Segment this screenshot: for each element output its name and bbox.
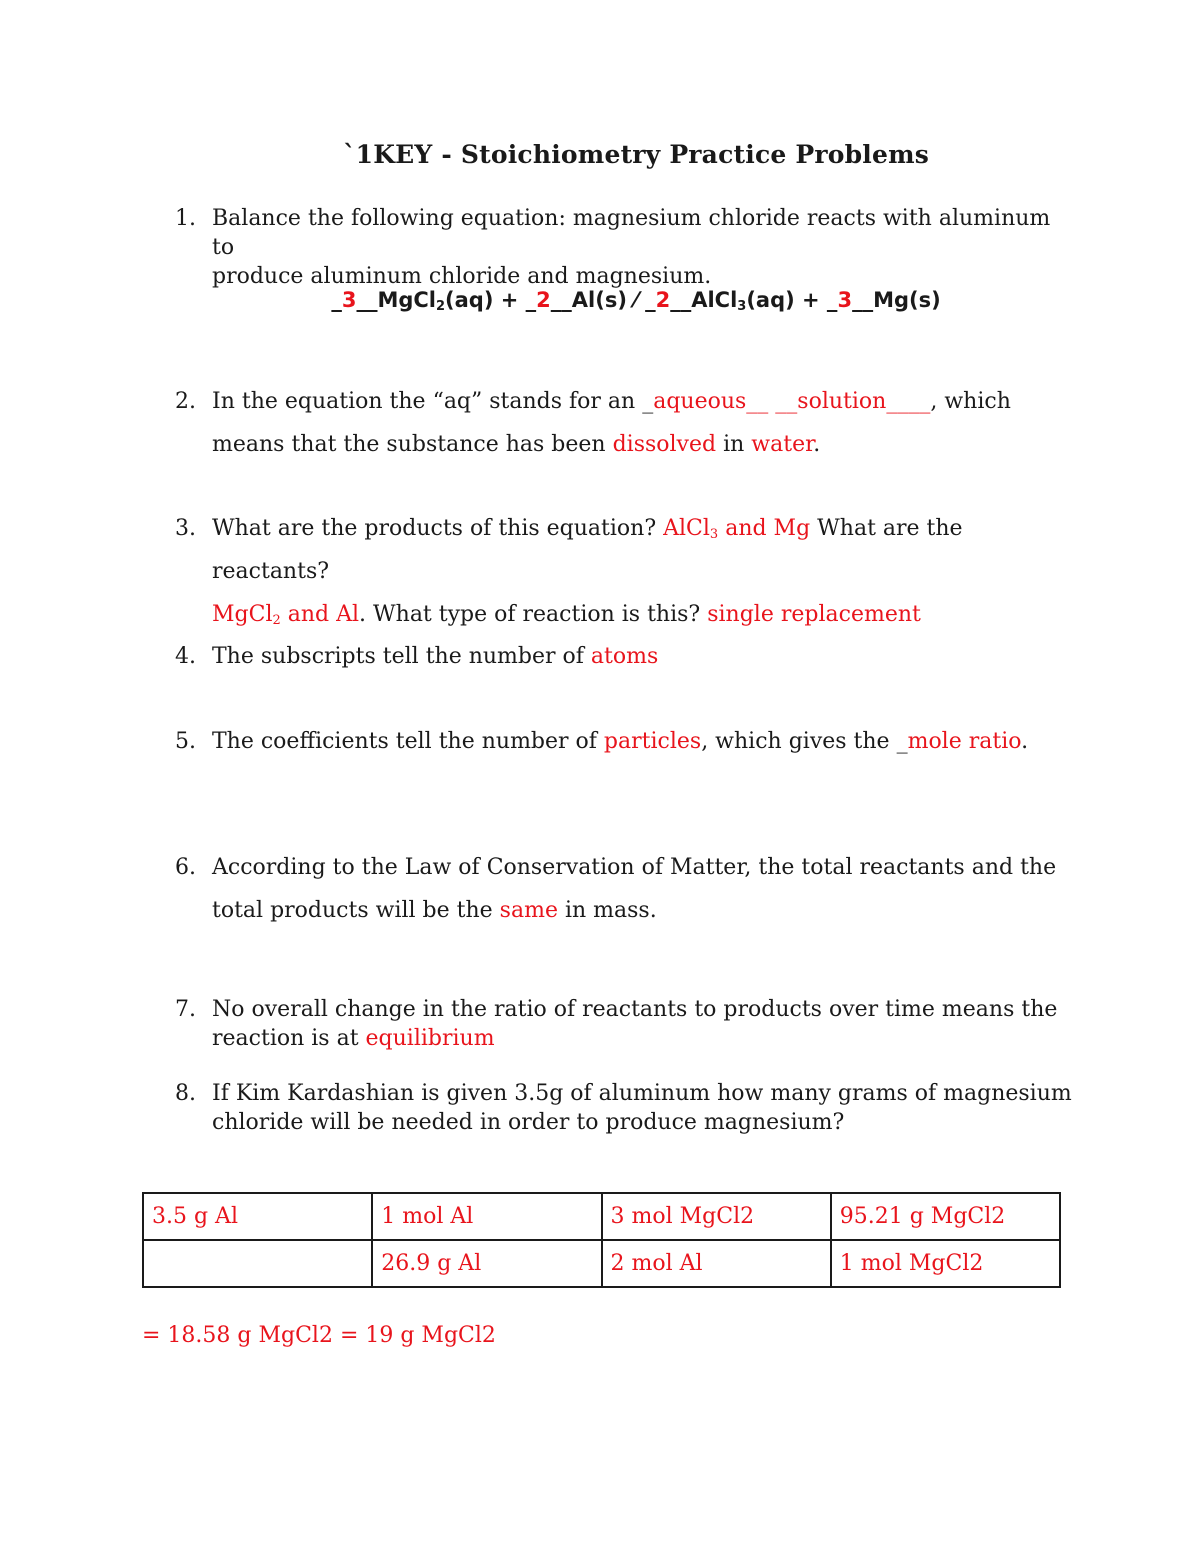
subscript: 3 xyxy=(709,527,719,542)
question-number: 7. xyxy=(175,997,196,1022)
question-number: 5. xyxy=(175,729,196,754)
reactant: Al(s) xyxy=(571,288,627,312)
subscript: 2 xyxy=(272,613,281,628)
answer-text: dissolved xyxy=(612,432,717,457)
question-text: According to the Law of Conservation of Matter, the total reactants and the xyxy=(212,855,1057,880)
question-text: . xyxy=(1021,729,1029,754)
table-cell: 1 mol MgCl2 xyxy=(831,1240,1060,1287)
table-cell: 3 mol MgCl2 xyxy=(602,1193,831,1240)
question-text: The subscripts tell the number of xyxy=(212,644,591,669)
answer-text: and Al xyxy=(280,602,360,627)
table-cell: 2 mol Al xyxy=(602,1240,831,1287)
balanced-equation: _3__MgCl$_2$(aq) + _2__Al(s) ⁄ _2__AlCl$_3$(aq) + _3__Mg(s) xyxy=(331,288,941,314)
coefficient: 3 xyxy=(837,288,853,312)
question-number: 4. xyxy=(175,644,196,669)
question-number: 8. xyxy=(175,1081,196,1106)
state: (aq) + xyxy=(445,288,519,312)
question-text: In the equation the “aq” stands for an _ xyxy=(212,389,654,414)
answer-text: MgCl xyxy=(212,602,273,627)
answer-text: mole ratio xyxy=(907,729,1022,754)
table-row xyxy=(143,1240,1060,1287)
state: (aq) + xyxy=(746,288,820,312)
final-answer: = 18.58 g MgCl2 = 19 g MgCl2 xyxy=(142,1323,496,1348)
answer-text: water xyxy=(751,432,814,457)
answer-text: atoms xyxy=(590,644,659,669)
answer-text: aqueous__ __solution____ xyxy=(653,389,931,414)
question-text: What are the products of this equation? xyxy=(212,516,664,541)
coefficient: 3 xyxy=(341,288,357,312)
arrow-glyph: ⁄ xyxy=(634,288,638,312)
question-text: What are the reactants? xyxy=(212,516,963,584)
question-text: . xyxy=(813,432,821,457)
subscript: 3 xyxy=(737,299,747,314)
subscript: 2 xyxy=(435,299,446,314)
question-text: in xyxy=(716,432,752,457)
answer-text: particles xyxy=(603,729,702,754)
question-text: means that the substance has been xyxy=(212,432,613,457)
question-text: in mass. xyxy=(557,898,657,923)
reactant: MgCl xyxy=(377,288,436,312)
question-text: . What type of reaction is this? xyxy=(359,602,708,627)
answer-text: single replacement xyxy=(707,602,921,627)
product: Mg(s) xyxy=(873,288,941,312)
question-text: reaction is at xyxy=(212,1026,366,1051)
page-title: `1KEY - Stoichiometry Practice Problems xyxy=(342,140,930,169)
table-row xyxy=(143,1193,1060,1240)
question-number: 3. xyxy=(175,516,196,541)
table-cell: 95.21 g MgCl2 xyxy=(831,1193,1060,1240)
coefficient: 2 xyxy=(536,288,551,312)
question-number: 6. xyxy=(175,855,196,880)
table-cell xyxy=(143,1240,372,1287)
answer-text: AlCl xyxy=(663,516,710,541)
table-cell: 1 mol Al xyxy=(372,1193,601,1240)
question-text: , which gives the _ xyxy=(701,729,908,754)
question-text: chloride will be needed in order to produce magnesium? xyxy=(212,1110,845,1135)
question-text: No overall change in the ratio of reactants to products over time means the xyxy=(212,997,1058,1022)
question-number: 2. xyxy=(175,389,196,414)
answer-text: same xyxy=(499,898,558,923)
table-cell: 3.5 g Al xyxy=(143,1193,372,1240)
answer-text: and Mg xyxy=(718,516,811,541)
question-text: total products will be the xyxy=(212,898,500,923)
question-text: Balance the following equation: magnesium chloride reacts with aluminum to xyxy=(212,206,1051,260)
product: AlCl xyxy=(691,288,738,312)
question-text: , which xyxy=(930,389,1011,414)
question-number: 1. xyxy=(175,206,196,231)
answer-text: equilibrium xyxy=(365,1026,495,1051)
coefficient: 2 xyxy=(655,288,671,312)
stoichiometry-table xyxy=(142,1192,1061,1288)
question-text: If Kim Kardashian is given 3.5g of aluminum how many grams of magnesium xyxy=(212,1081,1072,1106)
question-text: produce aluminum chloride and magnesium. xyxy=(212,264,712,289)
table-cell: 26.9 g Al xyxy=(372,1240,601,1287)
question-text: The coefficients tell the number of xyxy=(212,729,604,754)
